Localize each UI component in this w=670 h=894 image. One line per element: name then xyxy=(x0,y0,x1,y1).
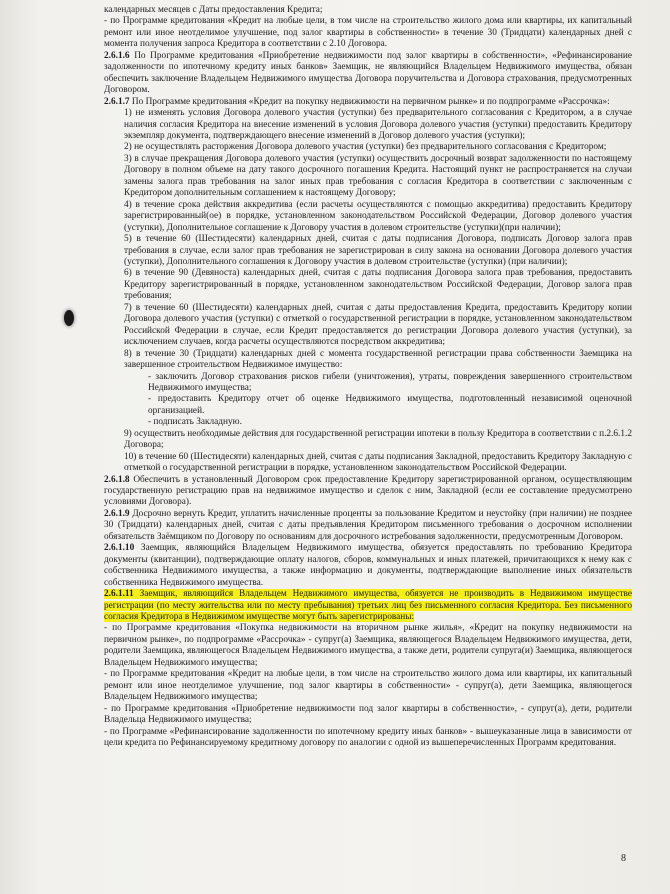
paragraph-item xyxy=(104,727,632,750)
paragraph-item xyxy=(104,234,632,268)
paragraph-text: - заключить Договор страхования рисков гибели (уничтожения), утраты, повреждения завершенного строительством Недвижимого имущества; xyxy=(148,371,632,393)
paragraph-text: 10) в течение 60 (Шестидесяти) календарных дней, считая с даты подписания Закладной, предоставить Кредитору Закладную с отметкой о государственной регистрации в порядке, установленном законодательством Российской Федерации. xyxy=(124,451,632,474)
clause-number: 2.6.1.6 xyxy=(104,50,130,61)
paragraph-text: 9) осуществить необходимые действия для государственной регистрации ипотеки в пользу Кредитора в соответствии с п.2.6.1.2 Договора; xyxy=(124,428,632,451)
paragraph-item xyxy=(104,349,632,372)
paragraph-item xyxy=(104,154,632,200)
paragraph-text: календарных месяцев с Даты предоставления Кредита; xyxy=(104,5,323,15)
page-number: 8 xyxy=(621,853,626,864)
paragraph-text: - подписать Закладную. xyxy=(148,417,242,428)
paragraph-item xyxy=(104,142,632,153)
paragraph-text: 8) в течение 30 (Тридцати) календарных дней с момента государственной регистрации права собственности Заемщика на завершенное строительством Недвижимое имущество: xyxy=(124,348,632,371)
paragraph-text: 4) в течение срока действия аккредитива (если расчеты осуществляются с помощью аккредитива) предоставить Кредитору зарегистрированный(ое) в порядке, установленном законодательством Российской Федерации, Договор долевого участия (уступки), Дополнительное соглашение к Договору участия в долевом строительстве (уступки)(при наличии); xyxy=(124,199,632,233)
paragraph-item xyxy=(104,452,632,475)
paragraph-2-6-1-10 xyxy=(104,543,632,589)
paragraph-text: По Программе кредитования «Приобретение недвижимости под залог квартиры в собственности», «Рефинансирование задолженности по ипотечному кредиту иных банков» Заемщик, не являющийся Владельцем Недвижимого имущества, обязан обеспечить заключение Владельцем Недвижимого имущества Договора поручительства и Договора страхования, предусмотренных Договором. xyxy=(104,50,632,96)
paragraph-text: - по Программе кредитования «Кредит на любые цели, в том числе на строительство жилого дома или квартиры, их капитальный ремонт или иное неотделимое улучшение, под залог квартиры в собственности» - супруг(а), дети Заемщика, являющегося Владельцем Недвижимого имущества; xyxy=(104,669,632,703)
paragraph-item xyxy=(104,16,632,50)
paragraph-item xyxy=(104,669,632,703)
paragraph-text: Заемщик, являющийся Владельцем Недвижимого имущества, обязуется не производить в Недвижимом имуществе регистрации (по месту жительства или по месту пребывания) третьих лиц без письменного согласия Кредитора. Без письменного согласия Кредитора в Недвижимом имуществе могут быть зарегистрированы: xyxy=(104,589,632,623)
clause-number: 2.6.1.7 xyxy=(104,96,130,107)
paragraph-text: 7) в течение 60 (Шестидесяти) календарных дней, считая с даты предоставления Кредита, предоставить Кредитору копии Договора долевого участия (уступки) с отметкой о государственной регистрации в порядке, установленном законодательством Российской Федерации в случае, если Кредит предоставляется до регистрации Договора долевого участия (уступки), за исключением случаев, когда расчеты осуществляются посредством аккредитива; xyxy=(124,302,632,348)
paragraph-text: Заемщик, являющийся Владельцем Недвижимого имущества, обязуется предоставлять по требованию Кредитора документы (квитанции), подтверждающие оплату налогов, сборов, коммунальных и иных платежей, причитающихся к нему как с собственника Недвижимого имущества, а также информацию и документы, подтверждающие выполнение иных обязательств собственника Недвижимого имущества. xyxy=(104,543,632,588)
paragraph-item xyxy=(104,623,632,669)
paragraph-text: Досрочно вернуть Кредит, уплатить начисленные проценты за пользование Кредитом и неустойку (при наличии) не позднее 30 (Тридцати) календарных дней, считая с даты предъявления Кредитором письменного требования о досрочном исполнении обязательств Заёмщиком по Договору по основаниям для досрочного истребования задолженности, предусмотренным Договором. xyxy=(104,508,632,542)
paragraph-2-6-1-9 xyxy=(104,509,632,543)
paragraph-text: 5) в течение 60 (Шестидесяти) календарных дней, считая с даты подписания Договора, подписать Договор залога прав требования в случае, если залог прав требования не зарегистрирован в силу закона на основании Договора долевого участия (уступки), Дополнительного соглашения к Договору участия в долевом строительстве (уступки) (при наличии); xyxy=(124,234,632,267)
paragraph-2-6-1-11 xyxy=(104,589,632,623)
paragraph-item xyxy=(104,268,632,302)
clause-number: 2.6.1.8 xyxy=(104,474,130,485)
clause-number: 2.6.1.10 xyxy=(104,543,135,554)
paragraph-item xyxy=(104,200,632,234)
paragraph-2-6-1-6 xyxy=(104,51,632,97)
paragraph-item xyxy=(104,5,632,16)
clause-number: 2.6.1.11 xyxy=(104,589,134,600)
paragraph-item xyxy=(104,704,632,727)
paragraph-item xyxy=(104,429,632,452)
paragraph-2-6-1-7 xyxy=(104,97,632,108)
paragraph-item xyxy=(104,303,632,349)
paragraph-text: - по Программе «Рефинансирование задолженности по ипотечному кредиту иных банков» - вышеуказанные лица в зависимости от цели кредита по Рефинансируемому кредитному договору по аналогии с одной из вышеперечисленных Программ кредитования. xyxy=(104,726,632,748)
paragraph-text: Обеспечить в установленный Договором срок предоставление Кредитору зарегистрированной органом, осуществляющим государственную регистрацию прав на недвижимое имущество и сделок с ним, Закладной (если ее составление предусмотрено условиями Договора). xyxy=(104,474,632,508)
document-body xyxy=(104,5,632,749)
paragraph-text: 1) не изменять условия Договора долевого участия (уступки) без предварительного согласования с Кредитором, а в случае наличия согласия Кредитора на внесение изменений в условия Договора долевого участия (уступки) предоставить Кредитору экземпляр документа, подтверждающего внесение изменений в Договор долевого участия (уступки); xyxy=(124,108,632,141)
paragraph-text: - по Программе кредитования «Приобретение недвижимости под залог квартиры в собственности», - супруг(а), дети, родители Владельца Недвижимого имущества; xyxy=(104,703,632,726)
paragraph-text: - по Программе кредитования «Покупка недвижимости на вторичном рынке жилья», «Кредит на покупку недвижимости на первичном рынке», по подпрограмме «Рассрочка» - супруг(а) Заемщика, являющегося Владельцем Недвижимого имущества, дети, родители Заемщика, являющегося Владельцем Недвижимого имущества, а также дети, родители супруга(и) Заемщика, являющегося Владельцем Недвижимого имущества; xyxy=(104,623,632,668)
paragraph-item xyxy=(104,108,632,142)
paragraph-text: 6) в течение 90 (Девяноста) календарных дней, считая с даты подписания Договора залога прав требования, предоставить Кредитору зарегистрированный в порядке, установленном законодательством Российской Федерации, Договор залога прав требования; xyxy=(124,268,632,302)
paragraph-text: 2) не осуществлять расторжения Договора долевого участия (уступки) без предварительного согласования с Кредитором; xyxy=(124,142,607,153)
punch-hole-mark xyxy=(64,310,74,326)
paragraph-item xyxy=(104,417,632,428)
paragraph-text: - предоставить Кредитору отчет об оценке Недвижимого имущества, подготовленный независимой оценочной организацией. xyxy=(148,394,632,416)
paragraph-item xyxy=(104,394,632,417)
paragraph-text: - по Программе кредитования «Кредит на любые цели, в том числе на строительство жилого дома или квартиры, их капитальный ремонт или иное неотделимое улучшение, под залог квартиры в собственности» в течение 30 (Тридцати) календарных дней с момента получения запроса Кредитора в соответствии с 2.10 Договора. xyxy=(104,16,632,50)
paragraph-text: 3) в случае прекращения Договора долевого участия (уступки) осуществить досрочный возврат задолженности по настоящему Договору в полном объеме на дату такого досрочного погашения Кредита. Настоящий пункт не распространяется на случаи замены залога прав требования на залог иных прав требования с согласия Кредитора в соответствии с заключенным с Кредитором дополнительным соглашением к настоящему Договору; xyxy=(124,153,632,199)
clause-number: 2.6.1.9 xyxy=(104,508,130,519)
paragraph-2-6-1-8 xyxy=(104,475,632,509)
paragraph-text: По Программе кредитования «Кредит на покупку недвижимости на первичном рынке» и по подпрограмме «Рассрочка»: xyxy=(129,96,610,107)
paragraph-item xyxy=(104,372,632,395)
